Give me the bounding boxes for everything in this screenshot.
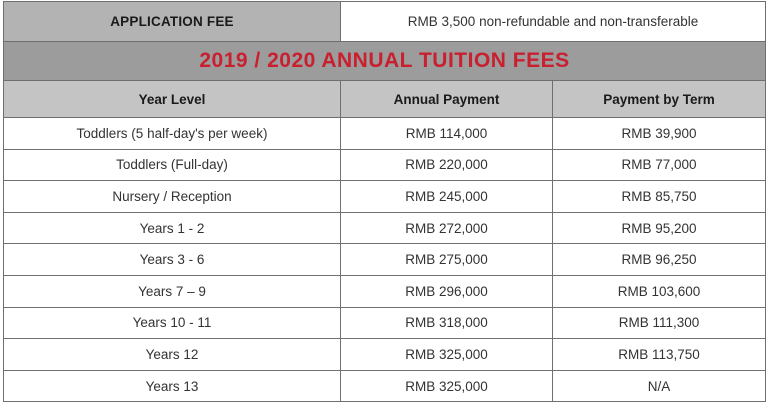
annual-payment-cell: RMB 325,000 [341,370,553,402]
annual-payment-cell: RMB 220,000 [341,149,553,181]
year-level-cell: Toddlers (Full-day) [4,149,341,181]
term-payment-cell: RMB 113,750 [553,339,766,371]
term-payment-cell: RMB 77,000 [553,149,766,181]
year-level-cell: Toddlers (5 half-day's per week) [4,118,341,150]
column-header-payment-by-term: Payment by Term [553,81,766,118]
table-row [4,339,766,371]
table-row [4,181,766,213]
title-row [4,42,766,81]
year-level-cell: Years 1 - 2 [4,212,341,244]
table-row [4,275,766,307]
annual-payment-cell: RMB 275,000 [341,244,553,276]
tuition-fee-sheet [3,1,765,402]
tuition-fee-table [3,1,766,402]
application-fee-label: APPLICATION FEE [4,2,341,42]
application-fee-value: RMB 3,500 non-refundable and non-transferable [341,2,766,42]
table-row [4,149,766,181]
year-level-cell: Years 7 – 9 [4,275,341,307]
table-title: 2019 / 2020 ANNUAL TUITION FEES [4,42,766,81]
table-row [4,244,766,276]
year-level-cell: Years 10 - 11 [4,307,341,339]
header-row [4,81,766,118]
year-level-cell: Nursery / Reception [4,181,341,213]
fee-table-body [4,2,766,402]
year-level-cell: Years 3 - 6 [4,244,341,276]
column-header-annual-payment: Annual Payment [341,81,553,118]
annual-payment-cell: RMB 325,000 [341,339,553,371]
term-payment-cell: N/A [553,370,766,402]
year-level-cell: Years 12 [4,339,341,371]
application-fee-row [4,2,766,42]
annual-payment-cell: RMB 318,000 [341,307,553,339]
term-payment-cell: RMB 95,200 [553,212,766,244]
annual-payment-cell: RMB 296,000 [341,275,553,307]
column-header-year-level: Year Level [4,81,341,118]
annual-payment-cell: RMB 272,000 [341,212,553,244]
year-level-cell: Years 13 [4,370,341,402]
term-payment-cell: RMB 96,250 [553,244,766,276]
term-payment-cell: RMB 39,900 [553,118,766,150]
table-row [4,307,766,339]
table-row [4,118,766,150]
term-payment-cell: RMB 111,300 [553,307,766,339]
term-payment-cell: RMB 85,750 [553,181,766,213]
term-payment-cell: RMB 103,600 [553,275,766,307]
table-row [4,370,766,402]
table-row [4,212,766,244]
annual-payment-cell: RMB 114,000 [341,118,553,150]
annual-payment-cell: RMB 245,000 [341,181,553,213]
